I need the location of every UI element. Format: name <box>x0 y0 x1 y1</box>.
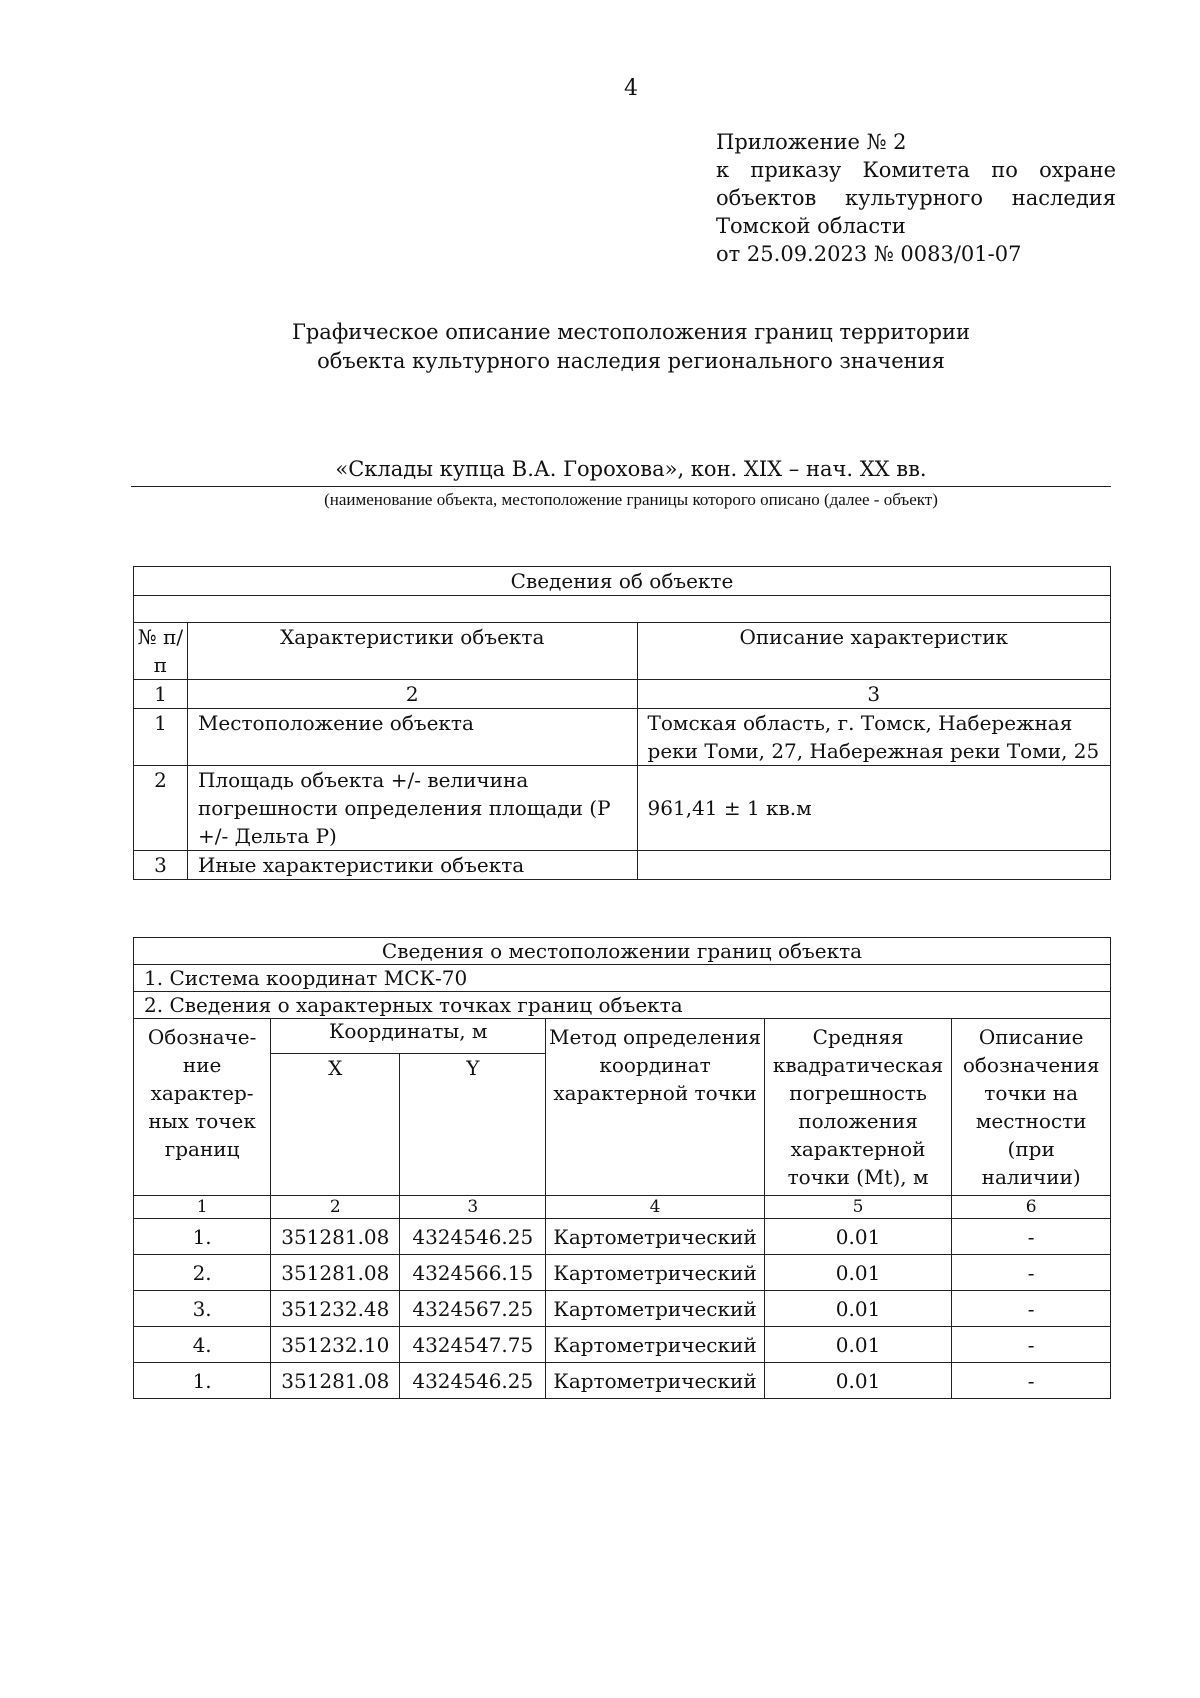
point-method: Картометрический <box>546 1255 765 1291</box>
table-header: Сведения о местоположении границ объекта <box>134 938 1111 965</box>
col-number: 4 <box>546 1196 765 1219</box>
col-header-no: № п/п <box>134 623 188 680</box>
col-header-method: Метод определения координат характерной точки <box>546 1019 765 1196</box>
point-x: 351232.10 <box>271 1327 400 1363</box>
appendix-block <box>716 128 1116 268</box>
table-header: Сведения об объекте <box>134 567 1111 596</box>
appendix-line: Томской области <box>716 214 906 238</box>
point-note: - <box>952 1363 1111 1399</box>
point-method: Картометрический <box>546 1327 765 1363</box>
col-header-y: Y <box>400 1054 546 1196</box>
row-desc: Томская область, г. Томск, Набережная реки Томи, 27, Набережная реки Томи, 25 <box>637 709 1110 766</box>
table-row <box>134 1291 1111 1327</box>
row-char: Площадь объекта +/- величина погрешности определения площади (Р +/- Дельта Р) <box>187 766 637 851</box>
point-y: 4324566.15 <box>400 1255 546 1291</box>
appendix-line: от 25.09.2023 № 0083/01-07 <box>716 242 1022 266</box>
row-desc: 961,41 ± 1 кв.м <box>637 766 1110 851</box>
point-error: 0.01 <box>764 1327 952 1363</box>
row-char: Иные характеристики объекта <box>187 851 637 880</box>
point-note: - <box>952 1219 1111 1255</box>
col-number: 1 <box>134 680 188 709</box>
appendix-line: к приказу Комитета по охране <box>716 158 1116 182</box>
object-info-table <box>133 566 1111 880</box>
point-error: 0.01 <box>764 1255 952 1291</box>
appendix-line: Приложение № 2 <box>716 130 907 154</box>
row-desc <box>637 851 1110 880</box>
col-header-error: Средняя квадратическая погрешность положения характерной точки (Mt), м <box>764 1019 952 1196</box>
col-number: 3 <box>637 680 1110 709</box>
point-y: 4324567.25 <box>400 1291 546 1327</box>
point-id: 2. <box>134 1255 271 1291</box>
row-no: 1 <box>134 709 188 766</box>
col-number: 3 <box>400 1196 546 1219</box>
point-x: 351281.08 <box>271 1363 400 1399</box>
col-number: 2 <box>271 1196 400 1219</box>
point-id: 1. <box>134 1219 271 1255</box>
point-method: Картометрический <box>546 1291 765 1327</box>
point-id: 4. <box>134 1327 271 1363</box>
point-method: Картометрический <box>546 1219 765 1255</box>
object-name: «Склады купца В.А. Горохова», кон. XIX – нач. XX вв. <box>335 457 927 481</box>
point-error: 0.01 <box>764 1291 952 1327</box>
col-header-desc: Описание характеристик <box>637 623 1110 680</box>
row-no: 2 <box>134 766 188 851</box>
point-id: 3. <box>134 1291 271 1327</box>
empty-row <box>134 596 1111 623</box>
col-header-note: Описание обозначения точки на местности (при наличии) <box>952 1019 1111 1196</box>
point-id: 1. <box>134 1363 271 1399</box>
table-row <box>134 1255 1111 1291</box>
point-x: 351281.08 <box>271 1255 400 1291</box>
point-y: 4324546.25 <box>400 1219 546 1255</box>
coord-system: 1. Система координат МСК-70 <box>134 965 1111 992</box>
table-row <box>134 1219 1111 1255</box>
col-number: 2 <box>187 680 637 709</box>
appendix-line: объектов культурного наследия <box>716 186 1116 210</box>
title-line: Графическое описание местоположения границ территории <box>291 320 971 344</box>
point-error: 0.01 <box>764 1219 952 1255</box>
row-no: 3 <box>134 851 188 880</box>
point-method: Картометрический <box>546 1363 765 1399</box>
points-header: 2. Сведения о характерных точках границ объекта <box>134 992 1111 1019</box>
table-row <box>134 1363 1111 1399</box>
table-row <box>134 1327 1111 1363</box>
object-caption: (наименование объекта, местоположение границы которого описано (далее - объект) <box>324 490 938 509</box>
boundary-table <box>133 937 1111 1399</box>
point-note: - <box>952 1327 1111 1363</box>
col-number: 6 <box>952 1196 1111 1219</box>
row-char: Местоположение объекта <box>187 709 637 766</box>
point-y: 4324546.25 <box>400 1363 546 1399</box>
page-number: 4 <box>624 76 638 101</box>
col-header-x: X <box>271 1054 400 1196</box>
point-note: - <box>952 1291 1111 1327</box>
document-title <box>0 318 1200 376</box>
col-header-char: Характеристики объекта <box>187 623 637 680</box>
col-number: 5 <box>764 1196 952 1219</box>
title-line: объекта культурного наследия регионального значения <box>317 349 945 373</box>
point-x: 351281.08 <box>271 1219 400 1255</box>
col-number: 1 <box>134 1196 271 1219</box>
object-name-underline <box>131 486 1111 487</box>
point-y: 4324547.75 <box>400 1327 546 1363</box>
col-header-designation: Обозначе-ние характер-ных точек границ <box>134 1019 271 1196</box>
point-x: 351232.48 <box>271 1291 400 1327</box>
point-note: - <box>952 1255 1111 1291</box>
point-error: 0.01 <box>764 1363 952 1399</box>
col-header-coords: Координаты, м <box>271 1019 546 1054</box>
